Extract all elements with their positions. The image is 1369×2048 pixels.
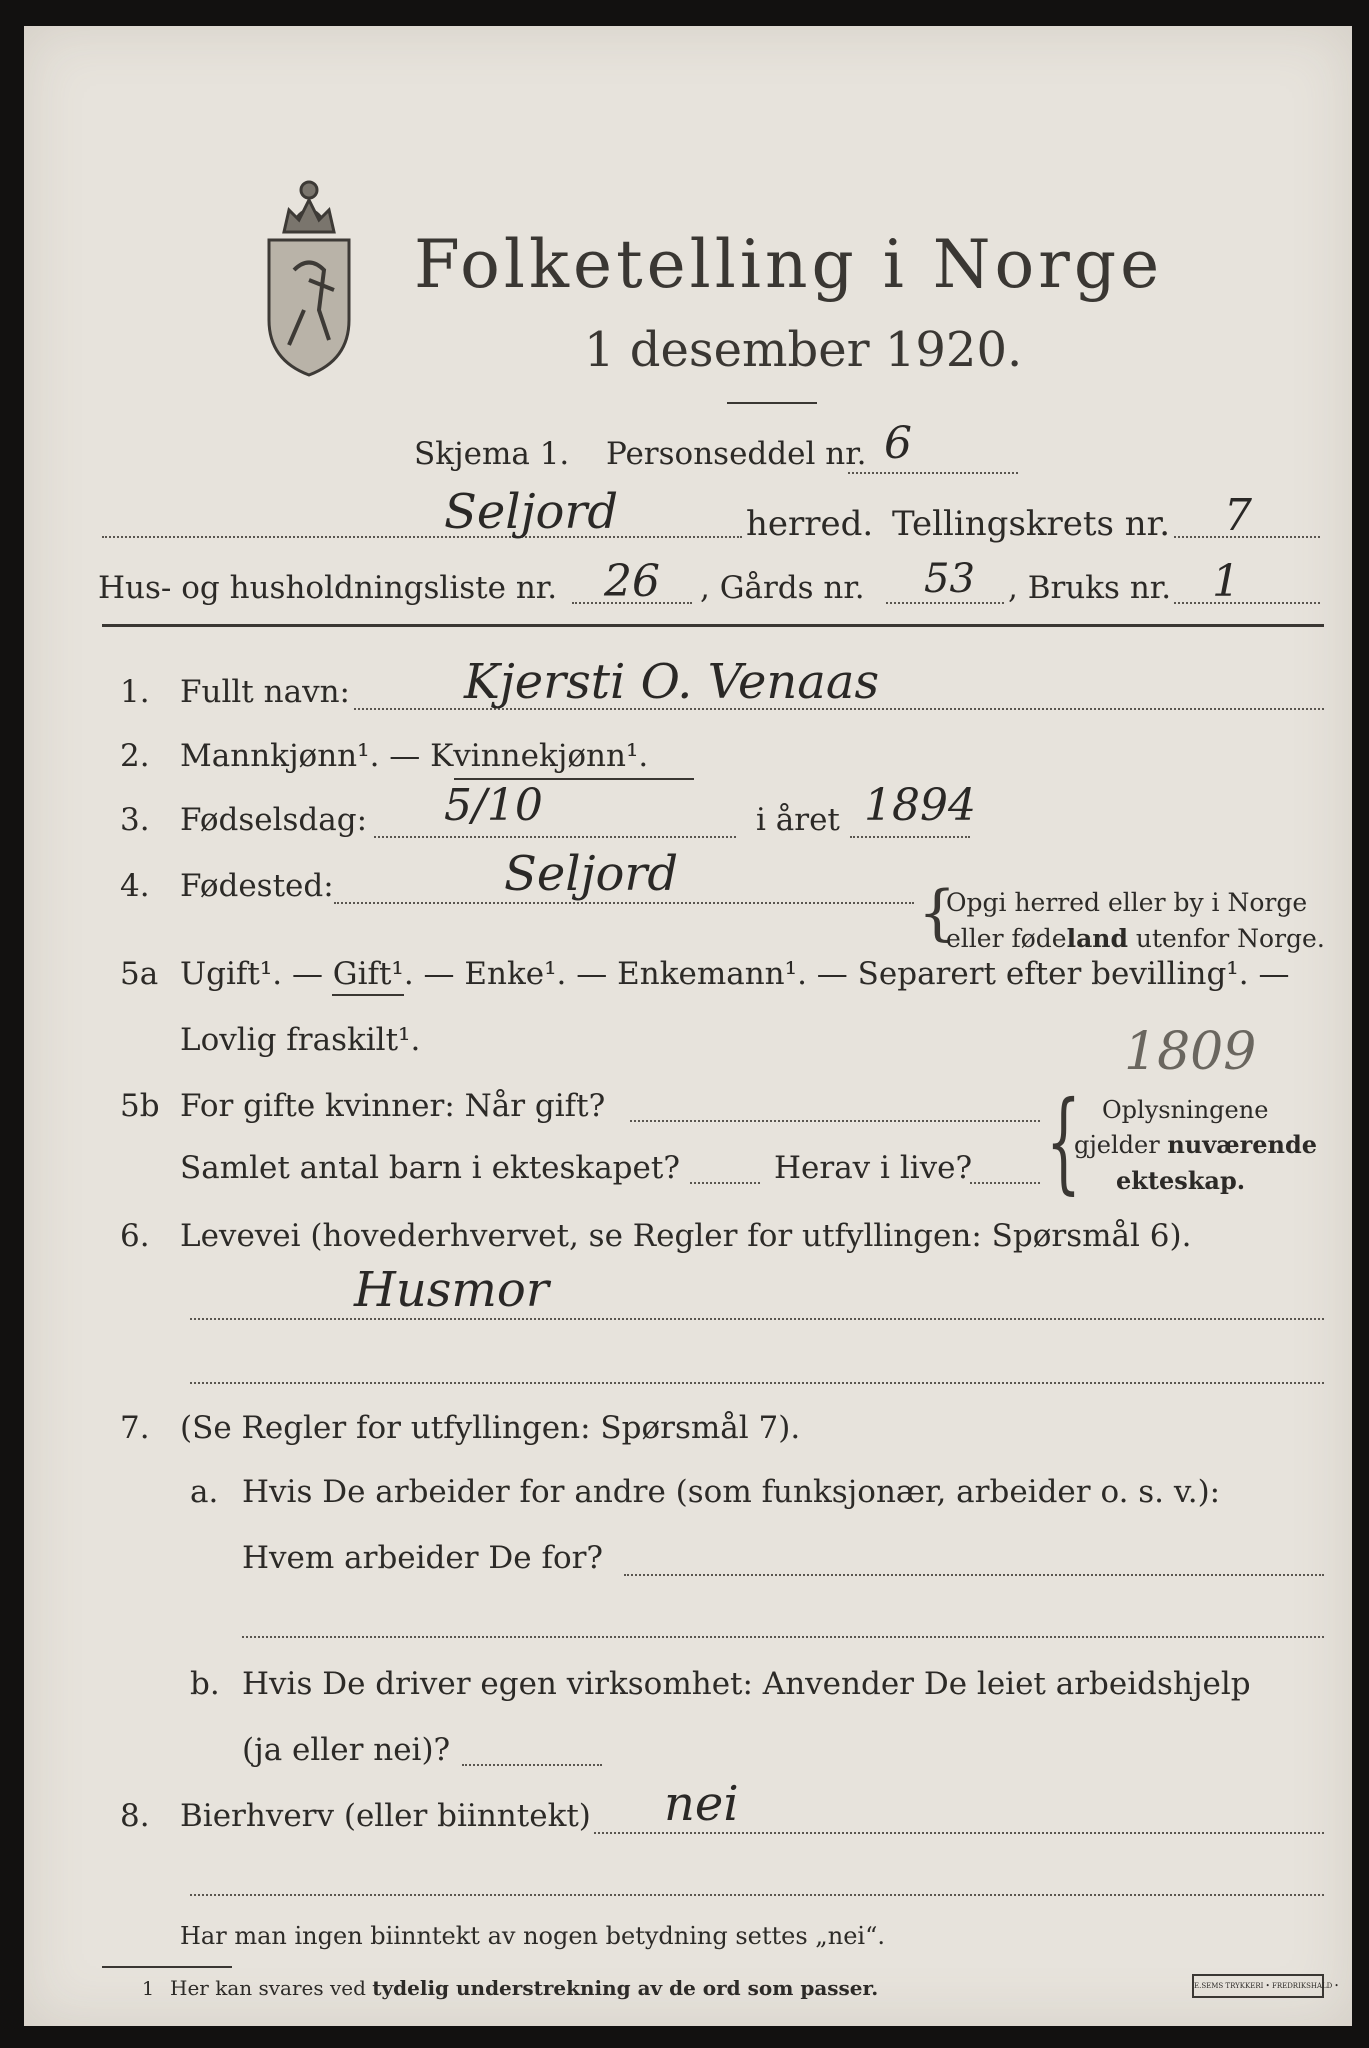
q7b-line1: Hvis De driver egen virksomhet: Anvender De leiet arbeidshjelp: [242, 1666, 1251, 1702]
q4-note-1: Opgi herred eller by i Norge: [946, 888, 1308, 917]
footnote-rule: [102, 1966, 232, 1968]
q8-number: 8.: [120, 1798, 150, 1834]
q3-value: 5/10: [444, 780, 543, 831]
herred-line: [102, 536, 742, 538]
q4-value: Seljord: [504, 846, 679, 902]
bruks-value: 1: [1212, 556, 1240, 607]
q3-year-value: 1894: [864, 780, 976, 831]
q5a-underline: [332, 994, 404, 996]
q2-number: 2.: [120, 738, 150, 774]
q4-number: 4.: [120, 868, 150, 904]
q8-line-2: [190, 1894, 1324, 1896]
q5b-line1: For gifte kvinner: Når gift?: [180, 1088, 606, 1124]
q5b-note-3: ekteskap.: [1116, 1166, 1246, 1195]
herred-label: herred.: [746, 504, 874, 544]
q5b-number: 5b: [120, 1088, 160, 1124]
q6-line-2: [190, 1382, 1324, 1384]
gards-line: [886, 602, 1004, 604]
q8-value: nei: [664, 1776, 739, 1832]
q5a-margin-note: 1809: [1124, 1022, 1257, 1082]
hus-label: Hus- og husholdningsliste nr.: [98, 570, 558, 606]
q5b-note-2: gjelder nuværende: [1074, 1130, 1318, 1159]
footnote-text: Her kan svares ved tydelig understrekning av de ord som passer.: [170, 1976, 879, 2000]
q2-label: Mannkjønn¹. — Kvinnekjønn¹.: [180, 738, 649, 774]
personseddel-line: [848, 472, 1018, 474]
q7a-line1: Hvis De arbeider for andre (som funksjonær, arbeider o. s. v.):: [242, 1474, 1221, 1510]
q6-line-1: [190, 1318, 1324, 1320]
title-divider: [727, 402, 817, 404]
coat-of-arms-icon: [249, 160, 369, 385]
bruks-label: , Bruks nr.: [1008, 570, 1172, 606]
q5b-brace: {: [1046, 1077, 1081, 1205]
q7b-line2: (ja eller nei)?: [242, 1732, 451, 1768]
q5b-line2a: Samlet antal barn i ekteskapet?: [180, 1150, 680, 1186]
q5b-line1-dots: [630, 1120, 1040, 1122]
q6-number: 6.: [120, 1218, 150, 1254]
q1-label: Fullt navn:: [180, 674, 350, 710]
q7a-line2-dots: [624, 1574, 1324, 1576]
q5b-line2a-dots: [690, 1182, 760, 1184]
bruks-line: [1174, 602, 1320, 604]
header-rule: [102, 624, 1324, 627]
q7-label: (Se Regler for utfyllingen: Spørsmål 7).: [180, 1410, 801, 1446]
printer-stamp: E.SEMS TRYKKERI • FREDRIKSHALD •: [1192, 1974, 1324, 1998]
personseddel-label: Personseddel nr.: [606, 436, 867, 472]
footnote-mark: 1: [142, 1978, 155, 2000]
q4-label: Fødested:: [180, 868, 334, 904]
tellingskrets-label: Tellingskrets nr.: [892, 504, 1171, 544]
q3-number: 3.: [120, 802, 150, 838]
q5b-line2b-dots: [970, 1182, 1040, 1184]
q3-label: Fødselsdag:: [180, 802, 368, 838]
q7a-line2: Hvem arbeider De for?: [242, 1540, 604, 1576]
form-title: Folketelling i Norge: [414, 226, 1164, 303]
q7-number: 7.: [120, 1410, 150, 1446]
q4-note-2: eller fødeland utenfor Norge.: [946, 924, 1325, 953]
q5a-line2: Lovlig fraskilt¹.: [180, 1022, 421, 1058]
q1-value: Kjersti O. Venaas: [464, 654, 880, 710]
q5b-note-1: Oplysningene: [1102, 1096, 1269, 1124]
q5a-line1: Ugift¹. — Gift¹. — Enke¹. — Enkemann¹. — Separert efter bevilling¹. —: [180, 956, 1290, 992]
q4-line: [334, 902, 914, 904]
q7b-letter: b.: [190, 1666, 220, 1702]
q7a-letter: a.: [190, 1474, 219, 1510]
q3-year-label: i året: [756, 802, 840, 838]
q5a-number: 5a: [120, 956, 159, 992]
census-form: [24, 26, 1352, 2026]
herred-value: Seljord: [444, 484, 619, 540]
census-date: 1 desember 1920.: [584, 322, 1023, 378]
q8-line: [594, 1832, 1324, 1834]
tellingskrets-value: 7: [1224, 490, 1252, 541]
q1-number: 1.: [120, 674, 150, 710]
q3-line: [374, 836, 736, 838]
q7a-line3-dots: [242, 1636, 1324, 1638]
q6-value: Husmor: [354, 1262, 549, 1318]
q8-label: Bierhverv (eller biinntekt): [180, 1798, 591, 1834]
q6-label: Levevei (hovederhvervet, se Regler for utfyllingen: Spørsmål 6).: [180, 1218, 1192, 1254]
footer-note: Har man ingen biinntekt av nogen betydning settes „nei“.: [180, 1922, 885, 1950]
q5b-line2b: Herav i live?: [774, 1150, 973, 1186]
personseddel-value: 6: [884, 418, 912, 469]
gards-value: 53: [924, 556, 975, 602]
gards-label: , Gårds nr.: [700, 570, 865, 606]
q4-brace: {: [918, 878, 957, 948]
skjema-label: Skjema 1.: [414, 436, 570, 472]
q7b-line2-dots: [462, 1764, 602, 1766]
hus-value: 26: [604, 556, 660, 607]
q3-year-line: [850, 836, 970, 838]
